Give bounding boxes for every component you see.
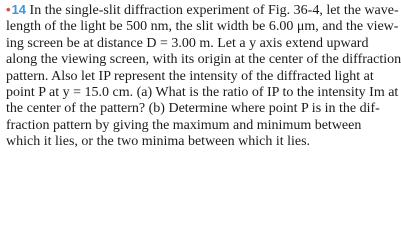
problem-line-1 (6, 2, 399, 19)
problem-text-line-9: which it lies, or the two minima between which it lies. (6, 134, 311, 150)
problem-text-line-5: pattern. Also let IP represent the intensity of the diffracted light at (6, 68, 374, 84)
problem-text-line-2: length of the light be 500 nm, the slit width be 6.00 μm, and the view- (6, 19, 399, 35)
problem-text-line-4: along the viewing screen, with its origin at the center of the diffraction (6, 52, 401, 68)
problem-text-line-1: In the single-slit diffraction experiment of Fig. 36-4, let the wave- (29, 3, 399, 18)
problem-text-line-8: fraction pattern by giving the maximum and minimum between (6, 117, 362, 133)
problem-text-line-6: point P at y = 15.0 cm. (a) What is the ratio of IP to the intensity Im at (6, 85, 399, 101)
problem-number: 14 (11, 2, 27, 17)
problem-text-line-3: ing screen be at distance D = 3.00 m. Let a y axis extend upward (6, 35, 369, 51)
problem-marker-bullet: • (6, 2, 11, 17)
problem-text-line-7: the center of the pattern? (b) Determine where point P is in the dif- (6, 101, 380, 117)
